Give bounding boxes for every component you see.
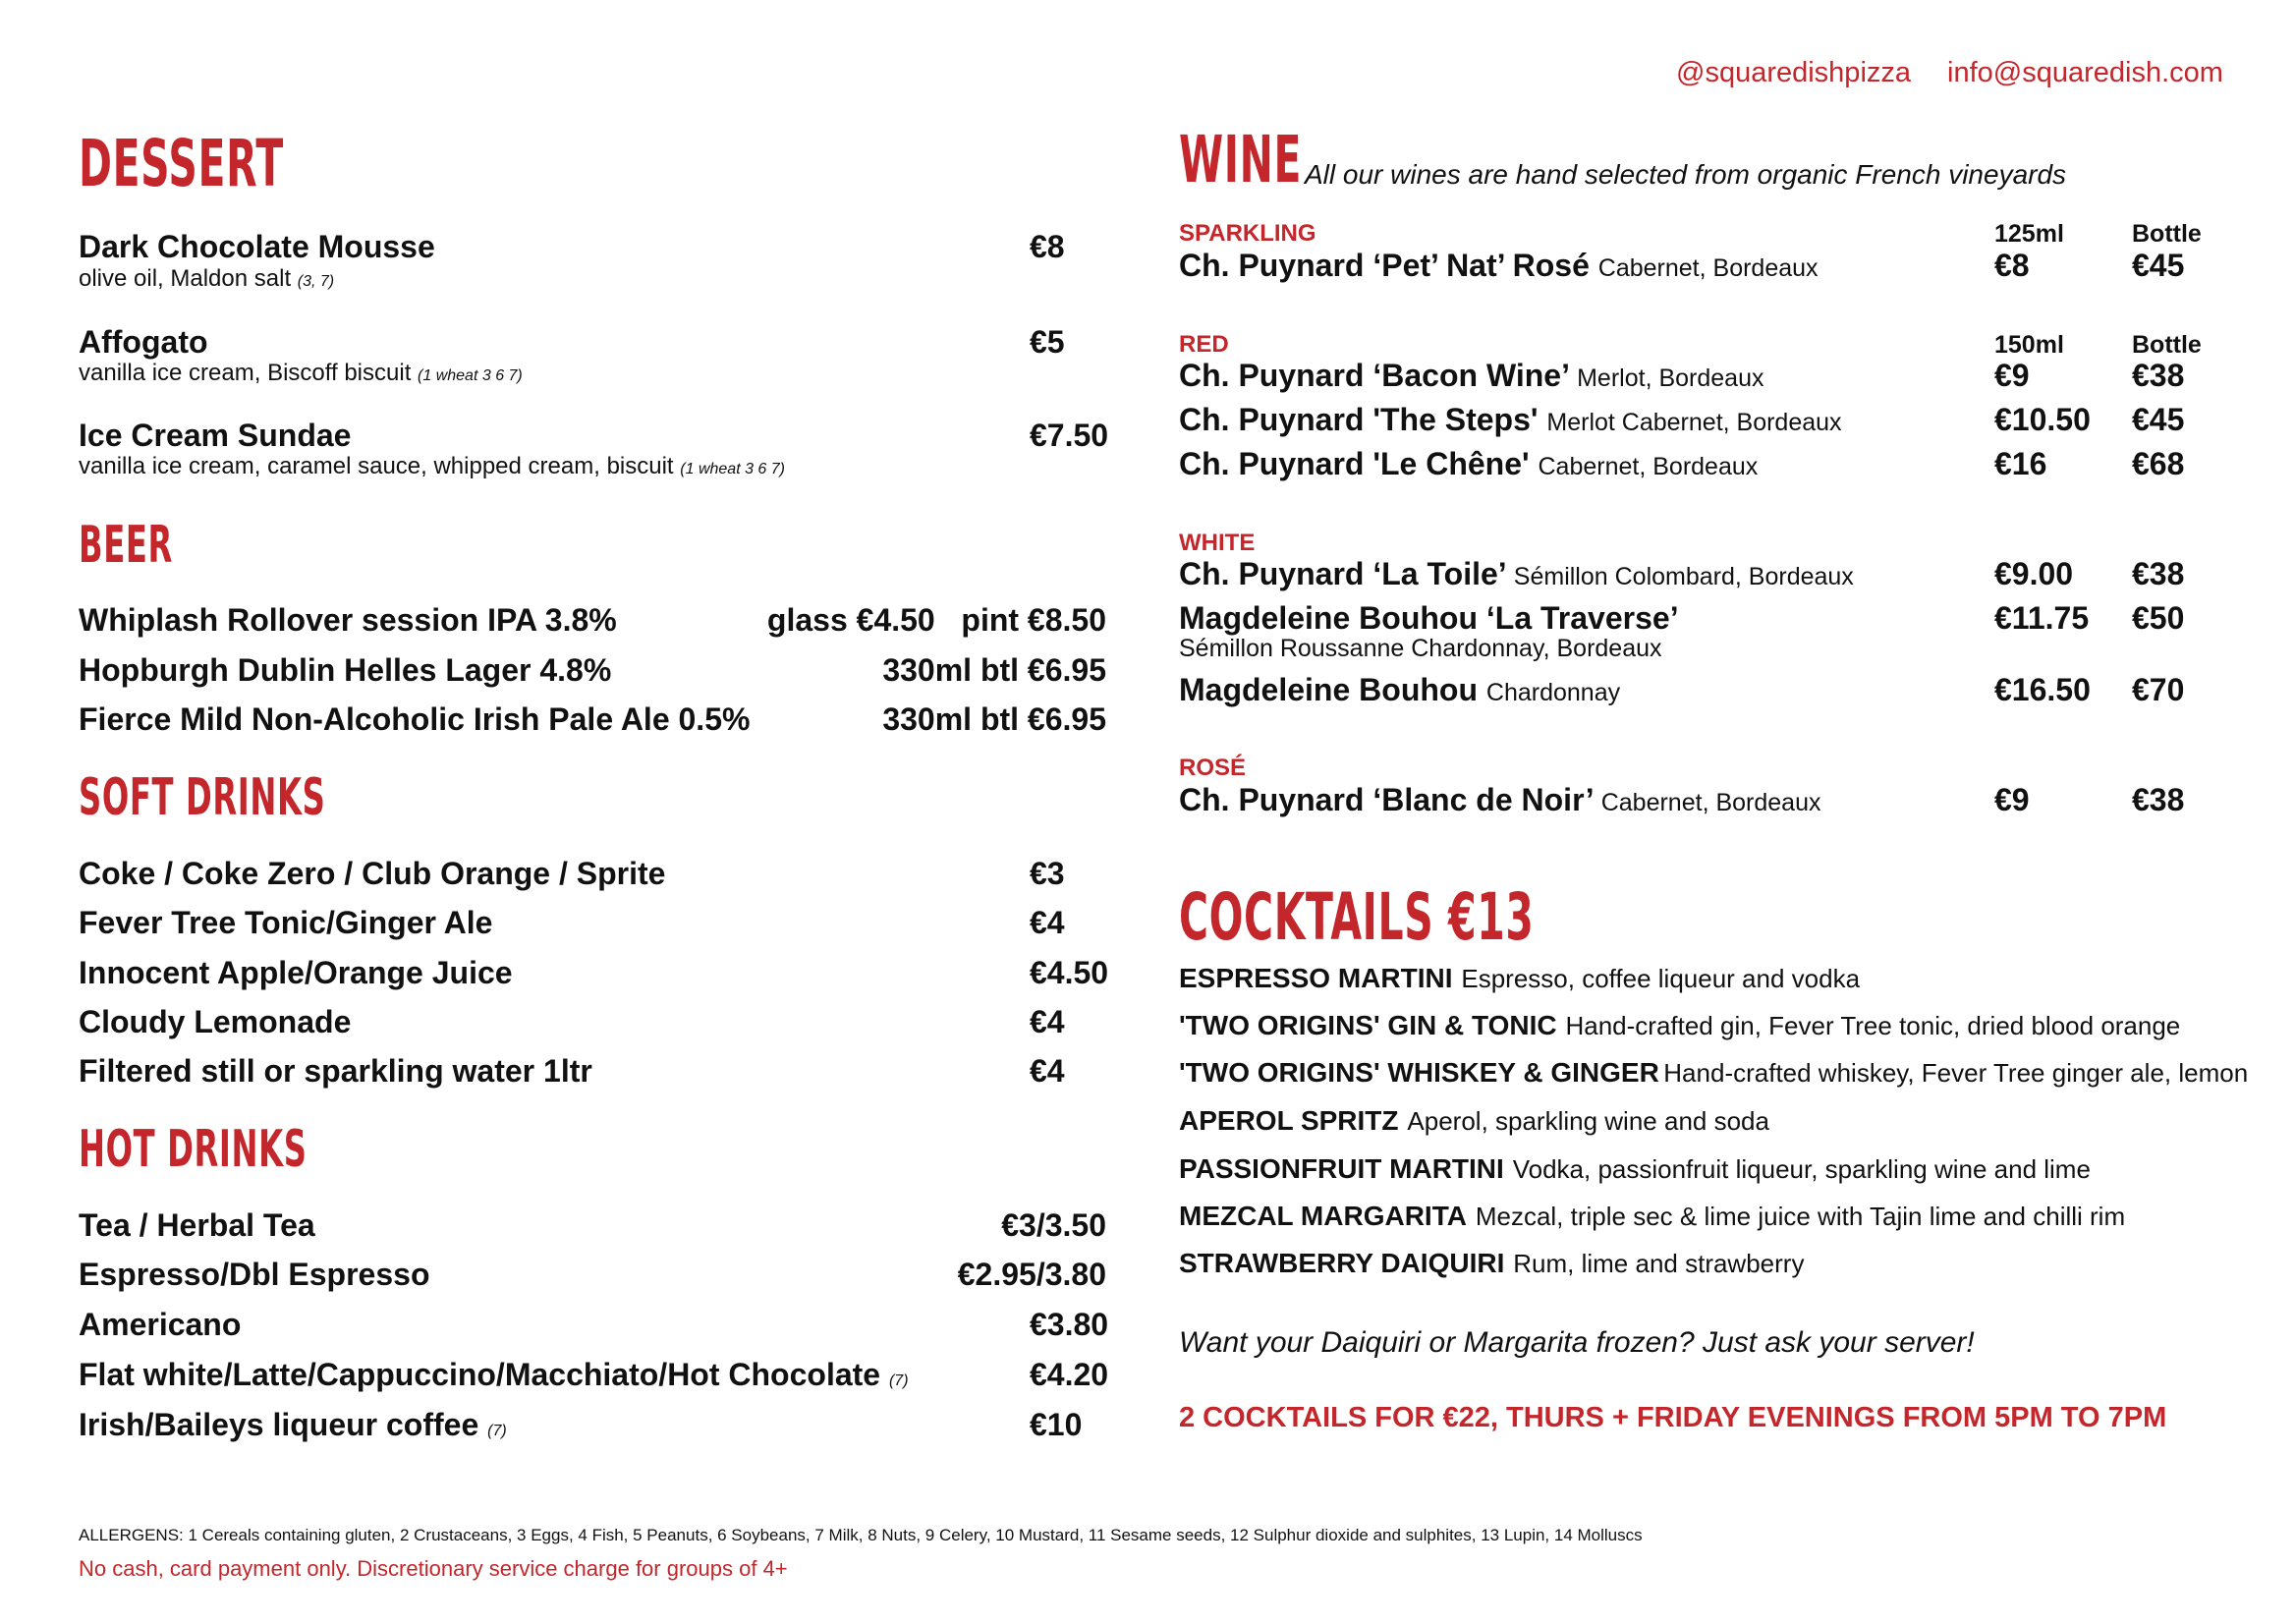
item-allergens: (7) <box>888 1372 909 1389</box>
soft-drink-name: Cloudy Lemonade <box>79 1004 352 1039</box>
wine-name: Magdeleine Bouhou Chardonnay <box>1179 672 1621 707</box>
wine-col-bottle: Bottle <box>2132 220 2202 248</box>
item-name: Dark Chocolate Mousse <box>79 229 435 264</box>
soft-drink-name: Filtered still or sparkling water 1ltr <box>79 1053 592 1089</box>
wine-col-glass: 150ml <box>1994 331 2064 359</box>
item-name: Affogato <box>79 324 208 360</box>
wine-glass-price: €8 <box>1994 248 2030 283</box>
wine-category-white: WHITE <box>1179 530 1256 556</box>
wine-col-glass: 125ml <box>1994 220 2064 248</box>
wine-name: Ch. Puynard ‘Pet’ Nat’ Rosé Cabernet, Bordeaux <box>1179 248 1819 283</box>
hot-drink-name: Americano <box>79 1307 242 1342</box>
wine-name: Ch. Puynard 'The Steps' Merlot Cabernet, Bordeaux <box>1179 402 1842 437</box>
cocktail-name: 'TWO ORIGINS' WHISKEY & GINGER <box>1179 1057 1659 1088</box>
beer-item-name: Fierce Mild Non-Alcoholic Irish Pale Ale 0.5% <box>79 701 751 737</box>
wine-description: Merlot, Bordeaux <box>1577 364 1764 392</box>
cocktail-name: ESPRESSO MARTINI <box>1179 963 1453 993</box>
wine-glass-price: €9.00 <box>1994 556 2074 591</box>
wine-col-bottle: Bottle <box>2132 331 2202 359</box>
wine-bottle-price: €38 <box>2132 358 2185 393</box>
item-allergens: (7) <box>487 1423 507 1439</box>
item-allergens: (1 wheat 3 6 7) <box>680 461 785 477</box>
wine-name: Ch. Puynard ‘Blanc de Noir’ Cabernet, Bordeaux <box>1179 782 1821 817</box>
wine-bottle-price: €45 <box>2132 248 2185 283</box>
hot-drink-name: Flat white/Latte/Cappuccino/Macchiato/Hot Chocolate (7) <box>79 1357 909 1392</box>
cocktail-item <box>1179 1010 2180 1041</box>
cocktails-heading: COCKTAILS €13 <box>1179 879 1535 955</box>
cocktail-offer: 2 COCKTAILS FOR €22, THURS + FRIDAY EVENINGS FROM 5PM TO 7PM <box>1179 1402 2167 1433</box>
wine-name: Ch. Puynard ‘La Toile’ Sémillon Colombard, Bordeaux <box>1179 556 1854 591</box>
beer-item-price: 330ml btl €6.95 <box>882 701 1106 737</box>
wine-description: Merlot Cabernet, Bordeaux <box>1546 409 1842 436</box>
allergens-legend: ALLERGENS: 1 Cereals containing gluten, 2 Crustaceans, 3 Eggs, 4 Fish, 5 Peanuts, 6 Soybeans, 7 Milk, 8 Nuts, 9 Celery, 10 Mustard, 11 Sesame seeds, 12 Sulphur dioxide and sulphites, 13 Lupin, 14 Molluscs <box>79 1526 1643 1544</box>
contact-email: info@squaredish.com <box>1947 57 2223 88</box>
cocktail-description: Hand-crafted whiskey, Fever Tree ginger ale, lemon <box>1663 1058 2249 1088</box>
cocktail-description: Mezcal, triple sec & lime juice with Tajin lime and chilli rim <box>1475 1202 2126 1231</box>
cocktail-name: MEZCAL MARGARITA <box>1179 1201 1467 1231</box>
wine-glass-price: €9 <box>1994 782 2030 817</box>
wine-glass-price: €11.75 <box>1994 600 2090 636</box>
hot-drink-name: Espresso/Dbl Espresso <box>79 1257 430 1292</box>
wine-glass-price: €16.50 <box>1994 672 2091 707</box>
wine-description: Cabernet, Bordeaux <box>1597 254 1819 282</box>
item-name: Ice Cream Sundae <box>79 418 352 453</box>
cocktail-description: Hand-crafted gin, Fever Tree tonic, dried blood orange <box>1565 1011 2181 1040</box>
payment-note: No cash, card payment only. Discretionary service charge for groups of 4+ <box>79 1556 788 1581</box>
beer-heading: BEER <box>79 516 173 575</box>
soft-drinks-heading: SOFT DRINKS <box>79 768 326 827</box>
social-handle: @squaredishpizza <box>1676 57 1912 88</box>
wine-bottle-price: €68 <box>2132 446 2185 481</box>
wine-description: Cabernet, Bordeaux <box>1600 789 1821 816</box>
cocktail-item <box>1179 1201 2125 1232</box>
cocktail-description: Rum, lime and strawberry <box>1513 1249 1805 1278</box>
soft-drink-name: Fever Tree Tonic/Ginger Ale <box>79 905 493 940</box>
hot-drink-name: Irish/Baileys liqueur coffee (7) <box>79 1407 507 1442</box>
wine-bottle-price: €38 <box>2132 556 2185 591</box>
wine-tagline: All our wines are hand selected from organic French vineyards <box>1305 159 2067 190</box>
cocktail-description: Aperol, sparkling wine and soda <box>1407 1106 1769 1136</box>
wine-description: Cabernet, Bordeaux <box>1538 453 1759 480</box>
cocktail-name: PASSIONFRUIT MARTINI <box>1179 1153 1504 1184</box>
wine-category-rose: ROSÉ <box>1179 755 1247 781</box>
cocktails-price: €13 <box>1448 879 1535 955</box>
cocktail-item <box>1179 1248 1804 1279</box>
wine-glass-price: €10.50 <box>1994 402 2091 437</box>
cocktail-description: Espresso, coffee liqueur and vodka <box>1461 964 1861 993</box>
hot-drink-price: €3/3.50 <box>1001 1207 1106 1243</box>
hot-drink-price: €3.80 <box>1030 1307 1109 1342</box>
hot-drink-price: €2.95/3.80 <box>957 1257 1106 1292</box>
dessert-heading: DESSERT <box>79 126 284 201</box>
wine-name: Ch. Puynard 'Le Chêne' Cabernet, Bordeaux <box>1179 446 1759 481</box>
cocktail-item <box>1179 1105 1769 1137</box>
item-description: vanilla ice cream, caramel sauce, whipped cream, biscuit (1 wheat 3 6 7) <box>79 453 785 479</box>
cocktail-description: Vodka, passionfruit liqueur, sparkling wine and lime <box>1512 1154 2091 1184</box>
wine-description: Sémillon Roussanne Chardonnay, Bordeaux <box>1179 635 1662 662</box>
wine-description: Chardonnay <box>1485 679 1621 706</box>
hot-drink-name: Tea / Herbal Tea <box>79 1207 315 1243</box>
soft-drink-price: €4 <box>1030 1004 1065 1039</box>
cocktail-item <box>1179 963 1860 994</box>
hot-drinks-heading: HOT DRINKS <box>79 1120 308 1179</box>
wine-glass-price: €16 <box>1994 446 2047 481</box>
wine-heading: WINE <box>1179 122 1303 197</box>
wine-name: Ch. Puynard ‘Bacon Wine’ Merlot, Bordeaux <box>1179 358 1764 393</box>
soft-drink-name: Coke / Coke Zero / Club Orange / Sprite <box>79 856 666 891</box>
wine-bottle-price: €38 <box>2132 782 2185 817</box>
cocktail-item <box>1179 1057 2248 1089</box>
wine-category-red: RED <box>1179 331 1229 358</box>
item-allergens: (1 wheat 3 6 7) <box>418 367 523 384</box>
item-price: €8 <box>1030 229 1065 264</box>
soft-drink-price: €4.50 <box>1030 955 1109 990</box>
wine-bottle-price: €50 <box>2132 600 2185 636</box>
soft-drink-price: €3 <box>1030 856 1065 891</box>
wine-bottle-price: €45 <box>2132 402 2185 437</box>
cocktail-name: STRAWBERRY DAIQUIRI <box>1179 1248 1505 1278</box>
frozen-note: Want your Daiquiri or Margarita frozen? Just ask your server! <box>1179 1326 1975 1359</box>
wine-description: Sémillon Colombard, Bordeaux <box>1513 563 1854 590</box>
cocktail-name: APEROL SPRITZ <box>1179 1105 1399 1136</box>
wine-bottle-price: €70 <box>2132 672 2185 707</box>
beer-item-price: glass €4.50 pint €8.50 <box>766 602 1106 638</box>
soft-drink-price: €4 <box>1030 905 1065 940</box>
item-price: €5 <box>1030 324 1065 360</box>
item-description: olive oil, Maldon salt (3, 7) <box>79 265 335 292</box>
wine-glass-price: €9 <box>1994 358 2030 393</box>
hot-drink-price: €10 <box>1030 1407 1083 1442</box>
wine-name: Magdeleine Bouhou ‘La Traverse’ <box>1179 600 1679 636</box>
soft-drink-name: Innocent Apple/Orange Juice <box>79 955 513 990</box>
cocktail-name: 'TWO ORIGINS' GIN & TONIC <box>1179 1010 1557 1040</box>
beer-item-name: Whiplash Rollover session IPA 3.8% <box>79 602 617 638</box>
hot-drink-price: €4.20 <box>1030 1357 1109 1392</box>
item-price: €7.50 <box>1030 418 1109 453</box>
soft-drink-price: €4 <box>1030 1053 1065 1089</box>
beer-item-price: 330ml btl €6.95 <box>882 652 1106 688</box>
cocktail-item <box>1179 1153 2091 1185</box>
item-allergens: (3, 7) <box>297 273 335 290</box>
beer-item-name: Hopburgh Dublin Helles Lager 4.8% <box>79 652 612 688</box>
wine-category-sparkling: SPARKLING <box>1179 220 1316 247</box>
item-description: vanilla ice cream, Biscoff biscuit (1 wheat 3 6 7) <box>79 360 523 386</box>
